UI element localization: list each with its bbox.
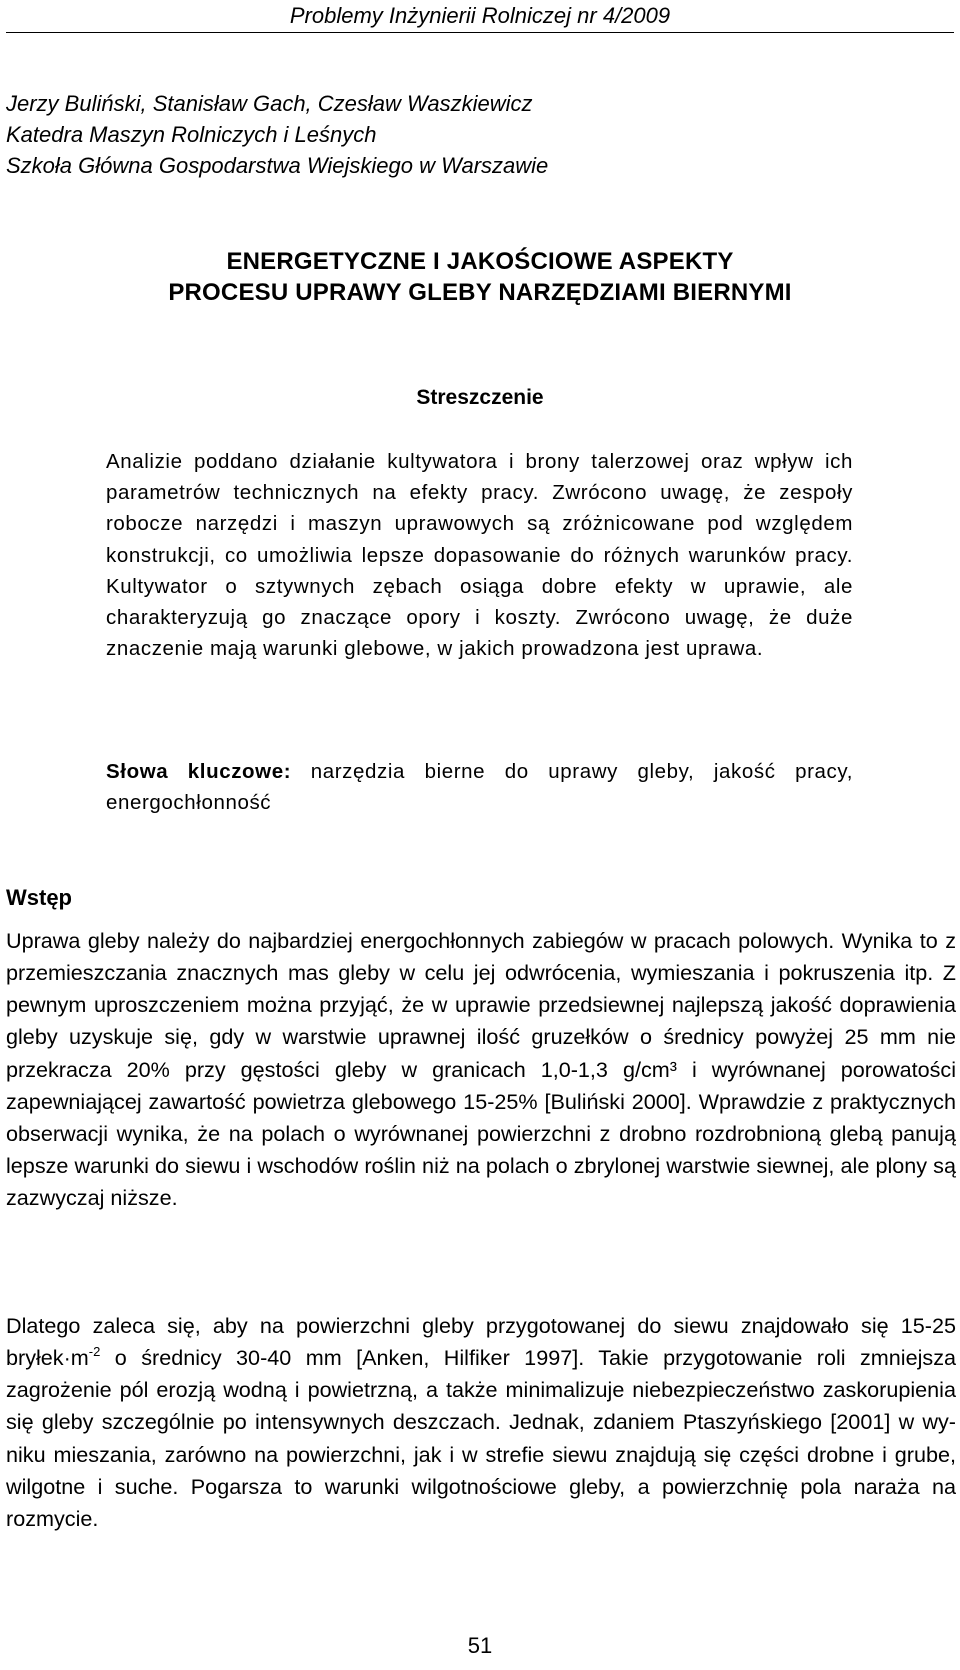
author-university: Szkoła Główna Gospodarstwa Wiejskiego w Warszawie (6, 153, 549, 178)
section-heading-intro: Wstęp (6, 885, 72, 910)
journal-header: Problemy Inżynierii Rolniczej nr 4/2009 (289, 3, 671, 28)
intro-paragraph-2 (6, 1310, 956, 1535)
keywords-text: narzędzia bierne do uprawy gleby, jakość pracy, energochłonność (106, 760, 854, 815)
header-divider (6, 32, 954, 33)
intro-paragraph-2-part-b: o średnicy 30-40 mm [Anken, Hilfiker 1997]. Takie przygotowanie roli zmniejsza zagrożenie pól erozją wodną i powietrzną, a także minimalizuje niebezpieczeństwo zaskorupienia się gleby szczególnie po intensywnych deszczach. Jednak, zdaniem Ptaszyńskiego [2001] w wyniku mieszania, zarówno na powierzchni, jak i w strefie siewu znajdują się części drobne i grube, wilgotne i suche. Pogarsza to warunki wilgotnościowe gleby, a powierzchnię pola naraża na rozmycie. (6, 1345, 956, 1531)
intro-paragraph-2-exponent: -2 (88, 1344, 101, 1360)
keywords (106, 756, 853, 818)
paper-title (0, 246, 960, 308)
keywords-label: Słowa kluczowe: (106, 760, 292, 783)
author-names: Jerzy Buliński, Stanisław Gach, Czesław Waszkiewicz (6, 91, 533, 116)
intro-paragraph-1: Uprawa gleby należy do najbardziej energochłonnych zabiegów w pracach polowych. Wynika to z przemieszczania znacznych mas gleby w celu jej odwrócenia, wymieszania i pokruszenia itp. Z pewnym uproszczeniem można przyjąć, że w uprawie przedsiewnej najlepszą jakość doprawienia gleby uzyskuje się, gdy w warstwie uprawnej ilość gruzełków o średnicy powyżej 25 mm nie przekracza 20% przy gęstości gleby w granicach 1,0-1,3 g/cm³ i wyrównanej porowatości zapewniającej zawartość powietrza glebowego 15-25% [Buliński 2000]. Wprawdzie z praktycznych obserwacji wynika, że na polach o wyrównanej powierzchni z drobno rozdrobnioną glebą panują lepsze warunki do siewu i wschodów roślin niż na polach o zbrylonej warstwie siewnej, ale plony są zazwyczaj niższe. (6, 928, 956, 1211)
paper-title-line-1: ENERGETYCZNE I JAKOŚCIOWE ASPEKTY (226, 248, 734, 275)
paper-title-line-2: PROCESU UPRAWY GLEBY NARZĘDZIAMI BIERNYMI (168, 279, 792, 306)
author-department: Katedra Maszyn Rolniczych i Leśnych (6, 122, 377, 147)
author-block (6, 88, 954, 181)
page-number: 51 (467, 1633, 493, 1658)
intro-paragraph-2-part-a: Dlatego zaleca się, aby na powierzchni gleby przygotowanej do siewu znajdowało się 15-25 bryłek·m (6, 1313, 956, 1371)
abstract-text: Analizie poddano działanie kultywatora i brony talerzowej oraz wpływ ich parametrów technicznych na efekty pracy. Zwrócono uwagę, że zespoły robocze narzędzi i maszyn uprawowych są zróżnicowane pod względem konstrukcji, co umożliwia lepsze dopasowanie do różnych warunków pracy. Kultywator o sztywnych zębach osiąga dobre efekty w uprawie, ale charakteryzują go znaczące opory i koszty. Zwrócono uwagę, że duże znaczenie mają warunki glebowe, w jakich prowadzona jest uprawa. (106, 450, 853, 661)
abstract-heading: Streszczenie (416, 386, 544, 409)
